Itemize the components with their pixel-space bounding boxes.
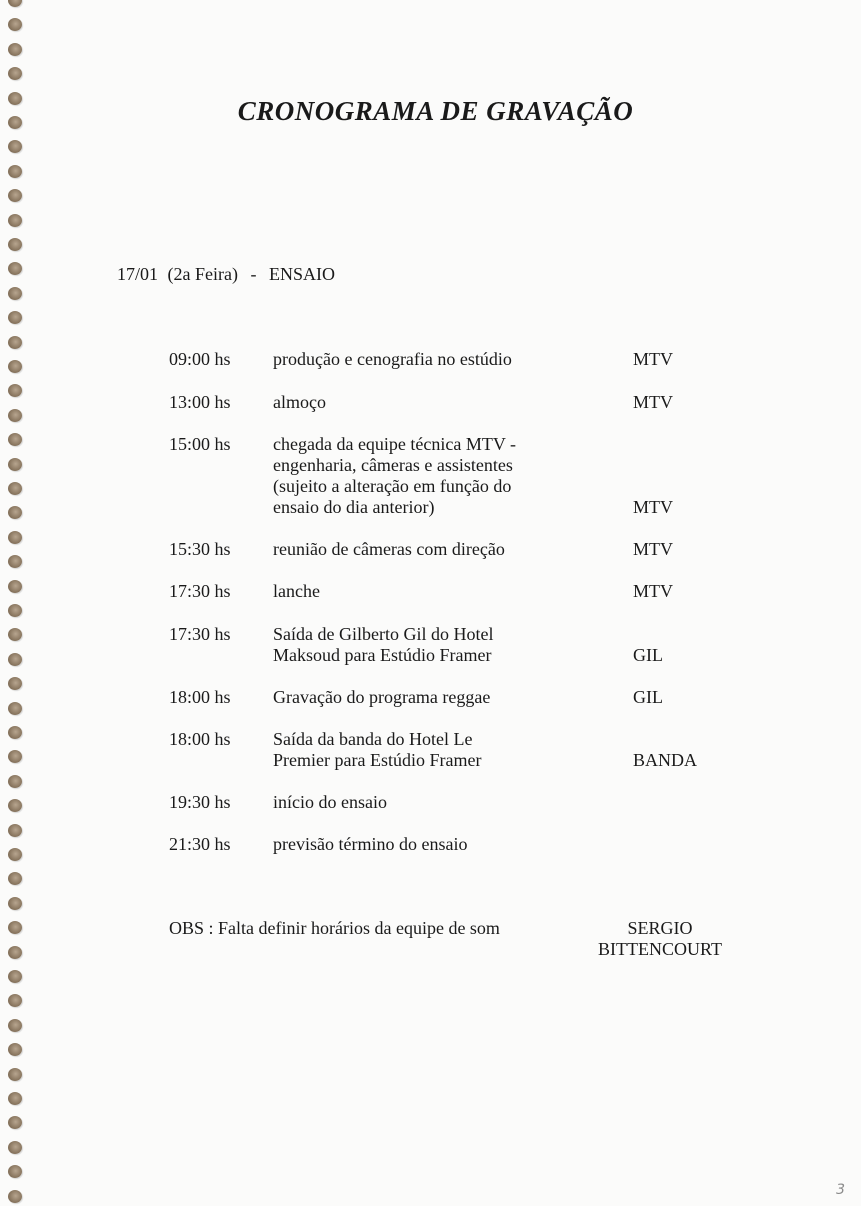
binding-hole <box>8 1043 22 1056</box>
row-responsible: MTV <box>633 392 673 412</box>
spiral-binding <box>0 0 34 1206</box>
binding-hole <box>8 946 22 959</box>
binding-hole <box>8 506 22 519</box>
binding-hole <box>8 0 22 7</box>
binding-hole <box>8 458 22 471</box>
row-responsible: MTV <box>633 581 673 601</box>
binding-hole <box>8 482 22 495</box>
row-time: 18:00 hs <box>169 687 231 707</box>
row-description <box>273 349 563 370</box>
row-description-line: Maksoud para Estúdio Framer <box>273 645 492 665</box>
binding-hole <box>8 726 22 739</box>
binding-hole <box>8 1141 22 1154</box>
row-time: 09:00 hs <box>169 349 231 369</box>
row-description <box>273 434 563 518</box>
binding-hole <box>8 921 22 934</box>
row-time: 18:00 hs <box>169 729 231 749</box>
row-description-line: reunião de câmeras com direção <box>273 539 505 559</box>
binding-hole <box>8 702 22 715</box>
row-responsible: GIL <box>633 645 663 665</box>
row-time: 15:30 hs <box>169 539 231 559</box>
binding-hole <box>8 238 22 251</box>
observation-resp-line1: SERGIO <box>627 918 693 938</box>
binding-hole <box>8 189 22 202</box>
row-description <box>273 581 563 602</box>
binding-hole <box>8 653 22 666</box>
binding-hole <box>8 262 22 275</box>
page-title: CRONOGRAMA DE GRAVAÇÃO <box>237 96 634 126</box>
binding-hole <box>8 775 22 788</box>
day-header <box>117 264 335 285</box>
binding-hole <box>8 970 22 983</box>
binding-hole <box>8 897 22 910</box>
row-description-line: engenharia, câmeras e assistentes <box>273 455 513 475</box>
binding-hole <box>8 287 22 300</box>
binding-hole <box>8 140 22 153</box>
row-responsible: MTV <box>633 497 673 517</box>
binding-hole <box>8 604 22 617</box>
observation-text: OBS : Falta definir horários da equipe de som <box>169 918 500 938</box>
binding-hole <box>8 311 22 324</box>
row-responsible: MTV <box>633 539 673 559</box>
binding-hole <box>8 67 22 80</box>
binding-hole <box>8 872 22 885</box>
row-description-line: almoço <box>273 392 326 412</box>
row-responsible: MTV <box>633 349 673 369</box>
row-description <box>273 687 563 708</box>
binding-hole <box>8 628 22 641</box>
binding-hole <box>8 1116 22 1129</box>
row-responsible: GIL <box>633 687 663 707</box>
day-label: ENSAIO <box>268 264 335 284</box>
binding-hole <box>8 580 22 593</box>
binding-hole <box>8 848 22 861</box>
binding-hole <box>8 750 22 763</box>
row-description <box>273 834 563 855</box>
row-time: 19:30 hs <box>169 792 231 812</box>
row-description-line: ensaio do dia anterior) <box>273 497 435 517</box>
row-description-line: produção e cenografia no estúdio <box>273 349 512 369</box>
observation-resp-line2: BITTENCOURT <box>598 939 722 959</box>
row-description <box>273 392 563 413</box>
row-description <box>273 624 563 666</box>
binding-hole <box>8 555 22 568</box>
row-time: 17:30 hs <box>169 581 231 601</box>
binding-hole <box>8 677 22 690</box>
row-description-line: chegada da equipe técnica MTV - <box>273 434 517 454</box>
binding-hole <box>8 994 22 1007</box>
row-description-line: Saída da banda do Hotel Le <box>273 729 473 749</box>
binding-hole <box>8 1165 22 1178</box>
row-time: 21:30 hs <box>169 834 231 854</box>
binding-hole <box>8 360 22 373</box>
row-time: 17:30 hs <box>169 624 231 644</box>
row-description-line: Gravação do programa reggae <box>273 687 491 707</box>
row-description-line: (sujeito a alteração em função do <box>273 476 512 496</box>
day-weekday: (2a Feira) <box>167 264 238 284</box>
binding-hole <box>8 409 22 422</box>
row-description <box>273 539 563 560</box>
binding-hole <box>8 165 22 178</box>
binding-hole <box>8 531 22 544</box>
row-responsible: BANDA <box>633 750 698 770</box>
binding-hole <box>8 43 22 56</box>
day-separator: - <box>250 264 257 284</box>
day-date: 17/01 <box>117 264 159 284</box>
binding-hole <box>8 1190 22 1203</box>
binding-hole <box>8 336 22 349</box>
binding-hole <box>8 824 22 837</box>
binding-hole <box>8 433 22 446</box>
binding-hole <box>8 384 22 397</box>
row-description-line: lanche <box>273 581 320 601</box>
page-number: 3 <box>836 1182 845 1198</box>
observation-responsible <box>560 918 760 960</box>
binding-hole <box>8 799 22 812</box>
binding-hole <box>8 18 22 31</box>
binding-hole <box>8 1019 22 1032</box>
row-description-line: início do ensaio <box>273 792 387 812</box>
row-description <box>273 729 563 771</box>
row-description-line: Saída de Gilberto Gil do Hotel <box>273 624 494 644</box>
row-time: 13:00 hs <box>169 392 231 412</box>
binding-hole <box>8 214 22 227</box>
binding-hole <box>8 1092 22 1105</box>
binding-hole <box>8 1068 22 1081</box>
row-description <box>273 792 563 813</box>
row-description-line: previsão término do ensaio <box>273 834 468 854</box>
row-time: 15:00 hs <box>169 434 231 454</box>
row-description-line: Premier para Estúdio Framer <box>273 750 482 770</box>
